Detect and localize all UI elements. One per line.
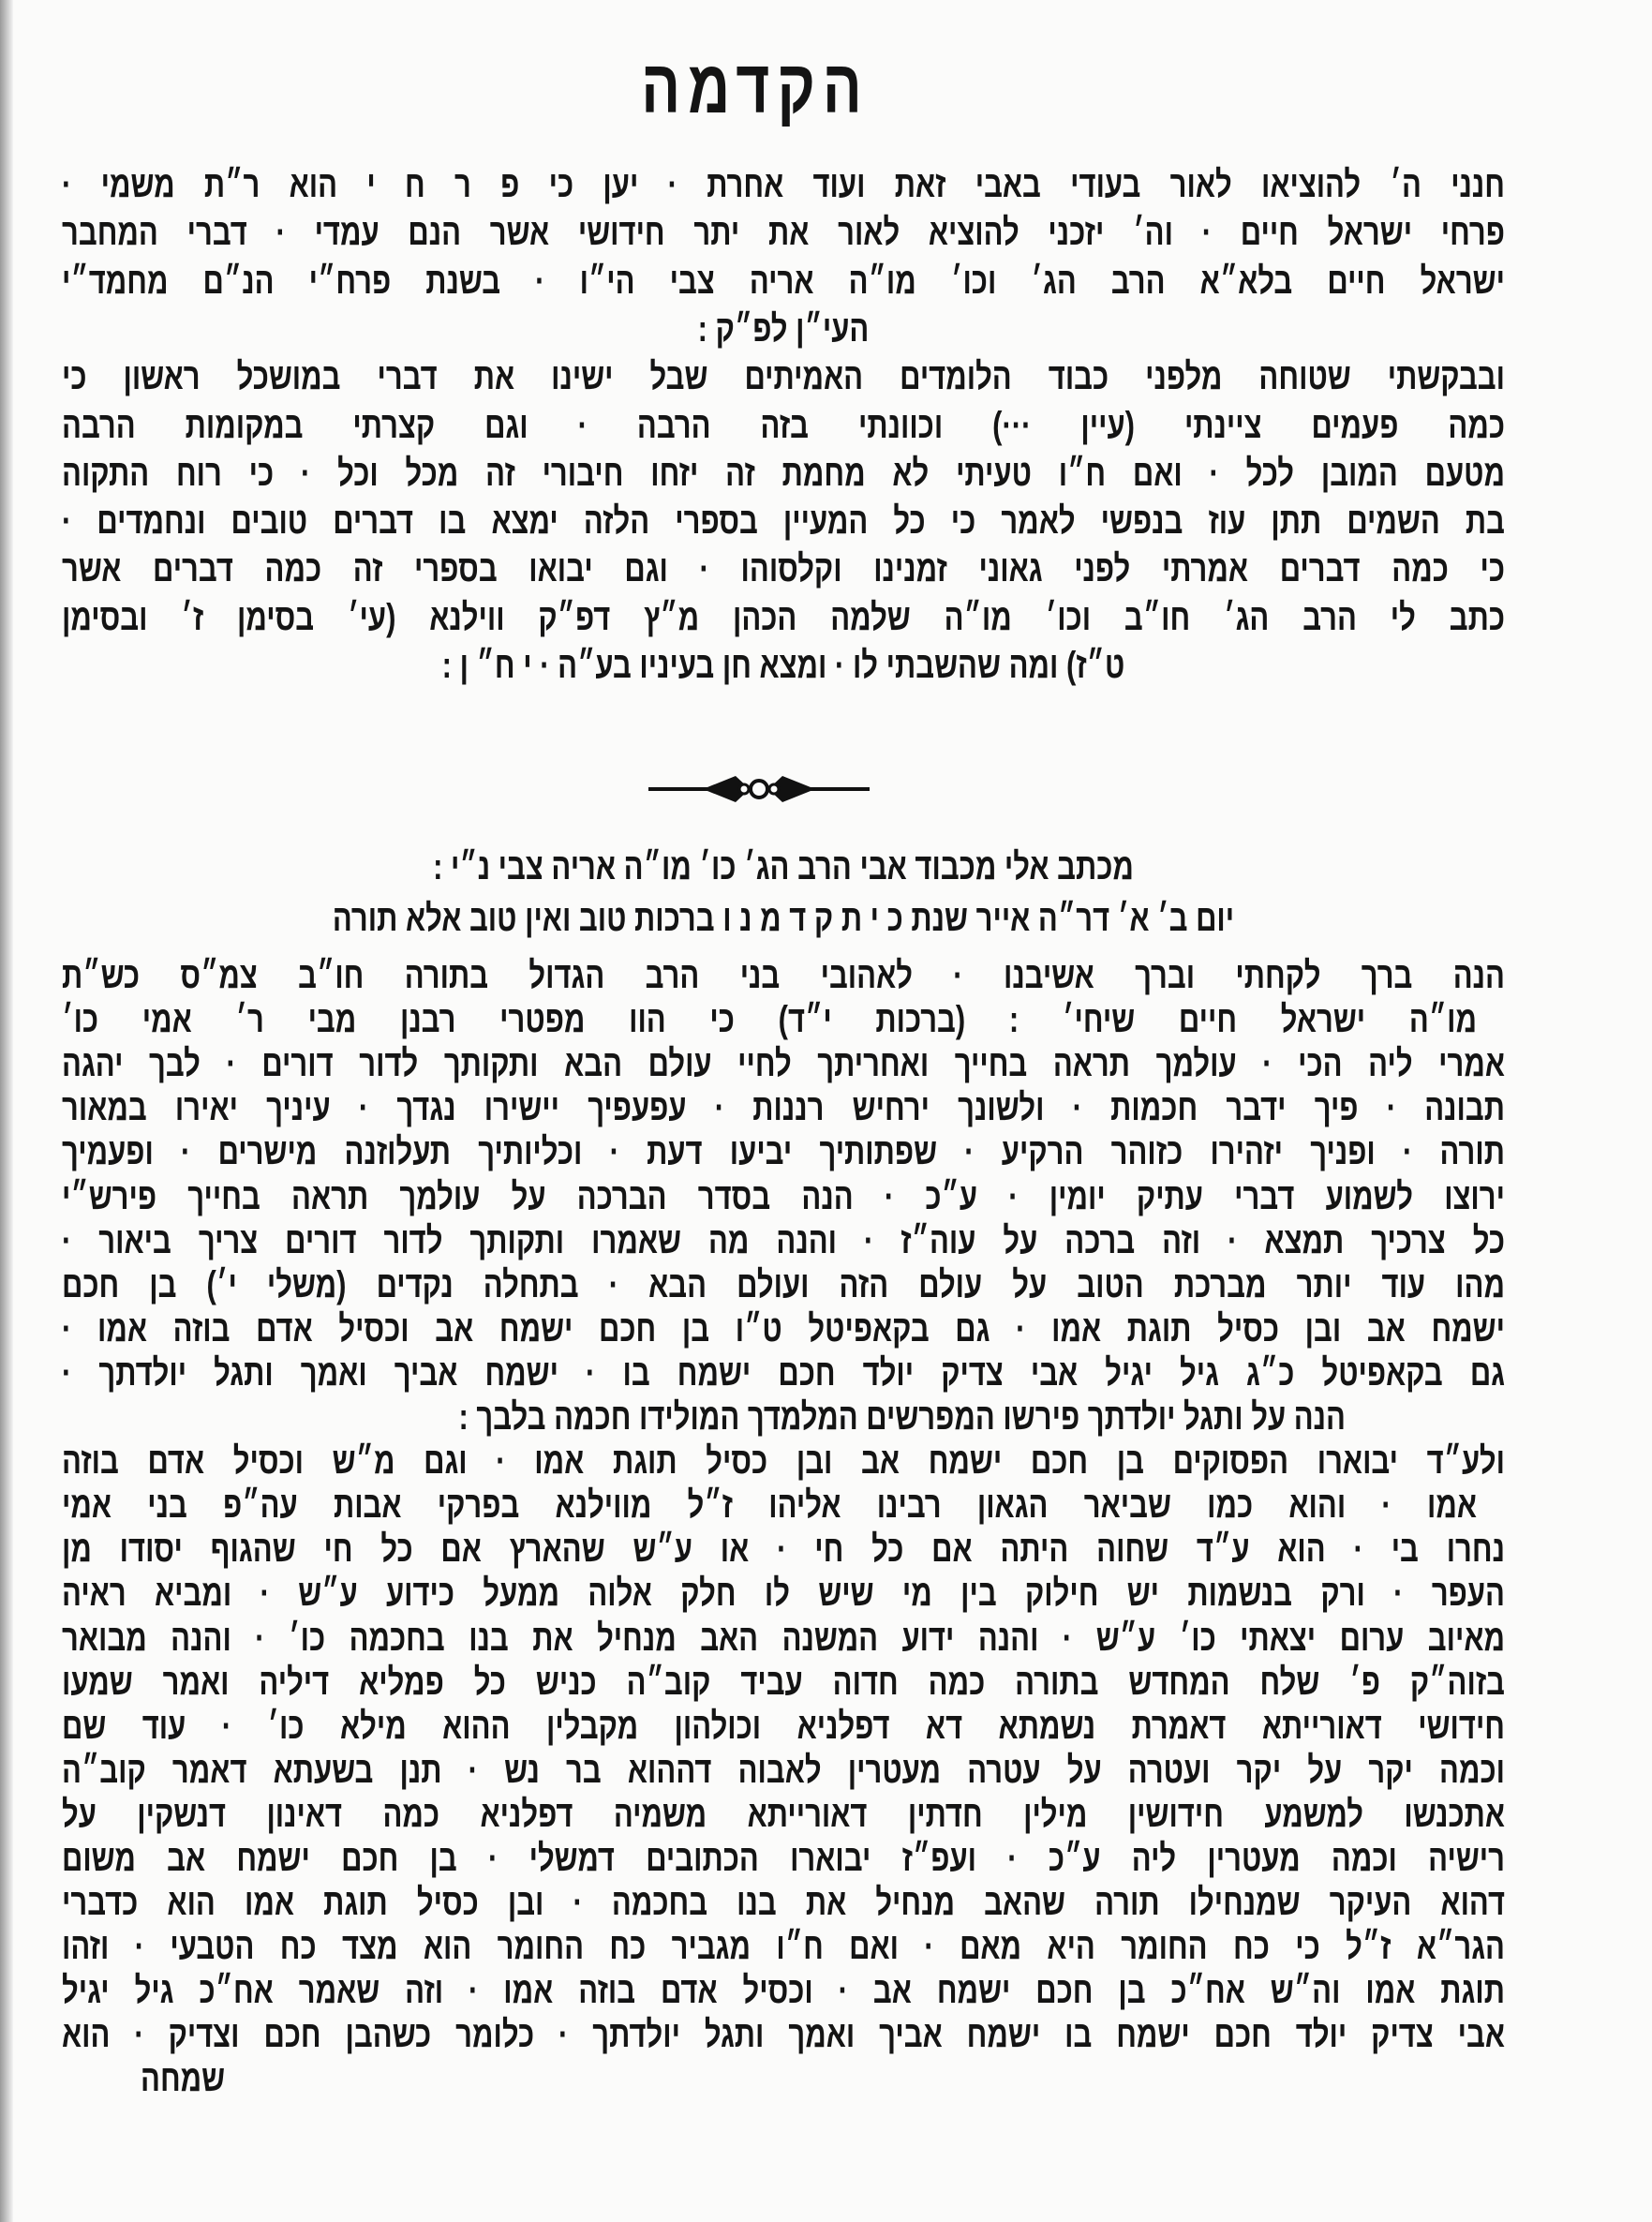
- page-title: הקדמה: [641, 45, 870, 130]
- letter-text-line: מו״ה ישראל חיים שיחי׳ : (ברכות י״ד) כי הוו מפטרי רבנן מבי ר׳ אמי כו׳: [62, 998, 1477, 1040]
- letter-text-line: העפר · ורק בנשמות יש חילוק בין מי שיש לו חלק אלוה ממעל כידוע ע״ש · ומביא ראיה: [62, 1572, 1505, 1615]
- scan-edge: [0, 0, 13, 2222]
- letter-text-line: אמו · והוא כמו שביאר הגאון רבינו אליהו ז״ל מווילנא בפרקי אבות עה״פ בני אמי: [62, 1484, 1477, 1526]
- intro-text-line: חנני ה׳ להוציאו לאור בעודי באבי זאת ועוד אחרת · יען כי פ ר ח י הוא ר״ת משמי ·: [62, 162, 1505, 205]
- intro-text-line: מטעם המובן לכל · ואם ח״ו טעיתי לא מחמת זה יזחו חיבורי זה מכל וכל · כי רוח התקוה: [62, 451, 1505, 494]
- intro-text-line: כי כמה דברים אמרתי לפני גאוני זמנינו וקלסוהו · וגם יבואו בספרי זה כמה דברים אשר: [62, 547, 1505, 590]
- letter-text-line: ולע״ד יבוארו הפסוקים בן חכם ישמח אב ובן כסיל תוגת אמו · וגם מ״ש וכסיל אדם בוזה: [62, 1439, 1505, 1482]
- letter-text-line: גם בקאפיטל כ״ג גיל יגיל אבי צדיק יולד חכם ישמח בו · ישמח אביך ואמך ותגל יולדתך ·: [62, 1350, 1505, 1394]
- letter-text-line: חידושי דאורייתא דאמרת נשמתא דא דפלניא וכולהון מקבלין ההוא מילא כו׳ · עוד שם: [62, 1704, 1505, 1747]
- letter-dateline: יום ב׳ א׳ דר״ה אייר שנת כ י ת ק ד מ נ ו ברכות טוב ואין טוב אלא תורה: [332, 896, 1235, 939]
- letter-text-line: וכמה יקר על יקר ועטרה על עטרה מעטרין לאבוה דההוא בר נש · תנן בשעתא דאמר קוב״ה: [62, 1748, 1505, 1791]
- letter-text-line: הגר״א ז״ל כי כח החומר היא מאם · ואם ח״ו מגביר כח החומר הוא מצד כח הטבעי · וזהו: [62, 1925, 1505, 1967]
- letter-text-line: ישמח אב ובן כסיל תוגת אמו · גם בקאפיטל ט״ו בן חכם ישמח אב וכסיל אדם בוזה אמו ·: [62, 1306, 1505, 1350]
- ornament-divider-icon: [647, 768, 871, 810]
- letter-text-line: אבי צדיק יולד חכם ישמח בו ישמח אביך ואמך ותגל יולדתך · כלומר כשהבן חכם וצדיק · הוא: [62, 2013, 1505, 2056]
- letter-text-line: תוגת אמו וה״ש אח״כ בן חכם ישמח אב · וכסיל אדם בוזה אמו · וזה שאמר אח״כ גיל יגיל: [62, 1969, 1505, 2012]
- catchword: שמחה: [141, 2056, 226, 2099]
- letter-text-line: ירוצו לשמוע דברי עתיק יומין · ע״כ · הנה בסדר הברכה על עולמך תראה בחייך פירש״י: [62, 1174, 1505, 1217]
- letter-heading: מכתב אלי מכבוד אבי הרב הג׳ כו׳ מו״ה אריה צבי נ״י :: [433, 844, 1134, 887]
- letter-text-line: אתכנשו למשמע חידושין מילין חדתין דאורייתא משמיה דפלניא כמה דאינון דנשקין על: [62, 1792, 1505, 1835]
- letter-text-line: רישיה וכמה מעטרין ליה ע״כ · ועפ״ז יבוארו הכתובים דמשלי · בן חכם ישמח אב משום: [62, 1836, 1505, 1879]
- intro-text-line: כתב לי הרב הג׳ חו״ב וכו׳ מו״ה שלמה הכהן מ״ץ דפ״ק ווילנא (עי׳ בסימן ז׳ ובסימן: [62, 595, 1505, 638]
- letter-text-line: אמרי ליה הכי · עולמך תראה בחייך ואחריתך לחיי עולם הבא ותקותך לדור דורים · לבך יהגה: [62, 1042, 1505, 1084]
- letter-text-line: תורה · ופניך יזהירו כזוהר הרקיע · שפתותיך יביעו דעת · וכליותיך תעלוזנה מישרים · ופעמיך: [62, 1130, 1505, 1173]
- intro-text-line: פרחי ישראל חיים · וה׳ יזכני להוציא לאור את יתר חידושי אשר הנם עמדי · דברי המחבר: [62, 211, 1505, 254]
- letter-text-line: הנה ברך לקחתי וברך אשיבנו · לאהובי בני הרב הגדול בתורה חו״ב צמ״ס כש״ת: [62, 953, 1505, 996]
- intro-text-line: כמה פעמים ציינתי (עיין ···) וכוונתי בזה הרבה · וגם קצרתי במקומות הרבה: [62, 403, 1505, 446]
- letter-text-line: מהו עוד יותר מברכת הטוב על עולם הזה ועולם הבא · בתחלה נקדים (משלי י׳) בן חכם: [62, 1262, 1505, 1305]
- letter-text-line: תבונה · פיך ידבר חכמות · ולשונך ירחיש רננות · עפעפיך יישירו נגדך · עיניך יאירו במאור: [62, 1086, 1505, 1129]
- letter-text-line: נחרו בי · הוא ע״ד שחוה היתה אם כל חי · או ע״ש שהארץ אם כל חי שהגוף יסודו מן: [62, 1528, 1505, 1571]
- intro-text-line: ישראל חיים בלא״א הרב הג׳ וכו׳ מו״ה אריה צבי הי״ו · בשנת פרח״י הנ״ם מחמד״י: [62, 259, 1505, 302]
- intro-subtitle: העי״ן לפ״ק :: [697, 306, 870, 350]
- letter-text-line: בזוה״ק פ׳ שלח המחדש בתורה כמה חדוה עביד קוב״ה כניש כל פמליא דיליה ואמר שמעו: [62, 1660, 1505, 1703]
- intro-text-line: ובבקשתי שטוחה מלפני כבוד הלומדים האמיתים שבל ישינו את דברי במושכל ראשון כי: [62, 355, 1505, 397]
- letter-text-line: כל צרכיך תמצא · וזה ברכה על עוה״ז · והנה מה שאמרו ותקותך לדור דורים צריך ביאור ·: [62, 1218, 1505, 1261]
- letter-text-line: דהוא העיקר שמנחילו תורה שהאב מנחיל את בנו בחכמה · ובן כסיל תוגת אמו הוא כדברי: [62, 1881, 1505, 1923]
- intro-closing-line: ט״ז) ומה שהשבתי לו · ומצא חן בעיניו בע״ה · י ח״ ן :: [441, 643, 1125, 686]
- intro-text-line: בת השמים תתן עוז בנפשי לאמר כי כל המעיין בספרי הלזה ימצא בו דברים טובים ונחמדים ·: [62, 500, 1505, 542]
- letter-text-line: מאיוב ערום יצאתי כו׳ ע״ש · והנה ידוע המשנה האב מנחיל את בנו בחכמה כו׳ · והנה מבואר: [62, 1616, 1505, 1659]
- letter-text-line: הנה על ותגל יולדתך פירשו המפרשים המלמדך המולידו חכמה בלבך :: [458, 1394, 1346, 1438]
